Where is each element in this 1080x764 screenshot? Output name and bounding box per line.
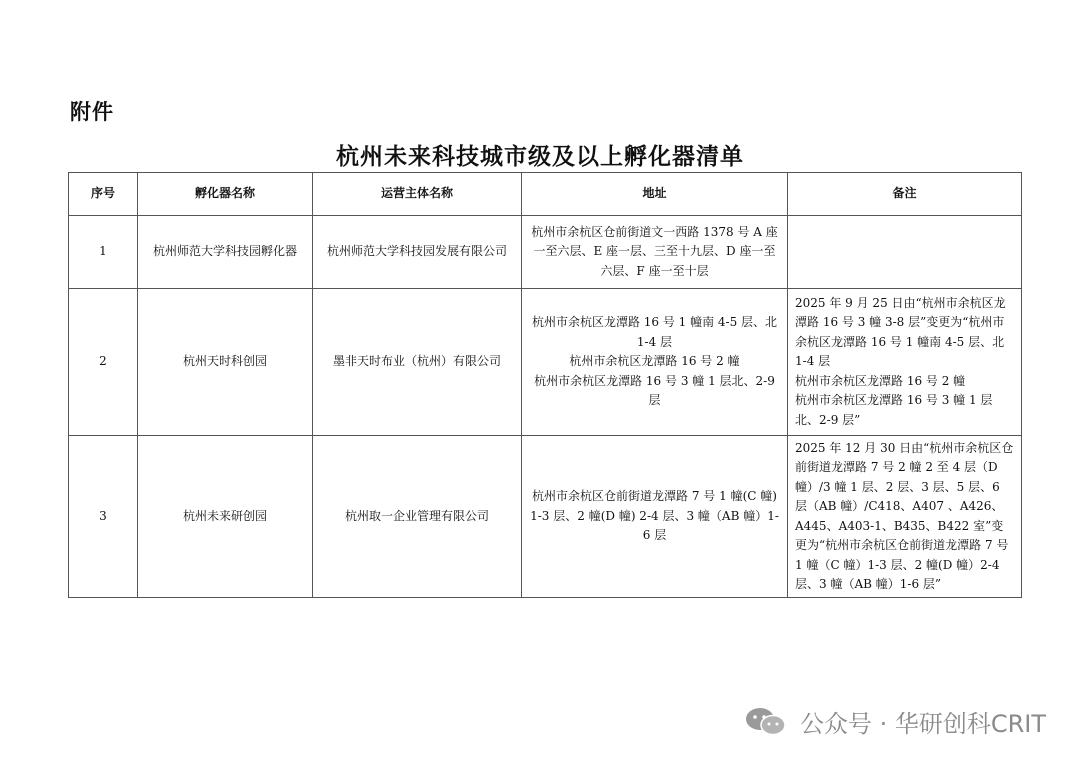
wechat-icon <box>744 707 788 737</box>
cell-incubator-name: 杭州师范大学科技园孵化器 <box>138 216 313 289</box>
header-operator: 运营主体名称 <box>313 173 522 216</box>
attachment-label: 附件 <box>70 100 114 124</box>
cell-incubator-name: 杭州未来研创园 <box>138 436 313 598</box>
header-incubator-name: 孵化器名称 <box>138 173 313 216</box>
cell-index: 1 <box>69 216 138 289</box>
address-line: 杭州市余杭区仓前街道龙潭路 7 号 1 幢(C 幢) 1-3 层、2 幢(D 幢) 2-4 层、3 幢（AB 幢）1-6 层 <box>530 489 779 543</box>
table-row <box>69 216 1022 289</box>
header-note: 备注 <box>788 173 1022 216</box>
cell-note <box>788 216 1022 289</box>
cell-operator: 杭州师范大学科技园发展有限公司 <box>313 216 522 289</box>
cell-index: 2 <box>69 289 138 436</box>
watermark-text: 公众号 · 华研创科CRIT <box>799 710 1046 738</box>
cell-note <box>788 436 1022 598</box>
cell-incubator-name: 杭州天时科创园 <box>138 289 313 436</box>
watermark <box>744 704 1046 739</box>
incubator-table <box>68 172 1022 598</box>
table-row <box>69 436 1022 598</box>
note-line: 杭州市余杭区龙潭路 16 号 2 幢 <box>795 373 966 388</box>
header-index: 序号 <box>69 173 138 216</box>
cell-address <box>522 289 788 436</box>
address-line: 杭州市余杭区龙潭路 16 号 3 幢 1 层北、2-9 层 <box>534 373 775 408</box>
table-row <box>69 289 1022 436</box>
note-line: 2025 年 9 月 25 日由“杭州市余杭区龙潭路 16 号 3 幢 3-8 层”变更为“杭州市余杭区龙潭路 16 号 1 幢南 4-5 层、北 1-4 层 <box>795 295 1006 369</box>
address-line: 杭州市余杭区龙潭路 16 号 1 幢南 4-5 层、北 1-4 层 <box>531 315 778 349</box>
cell-operator: 杭州取一企业管理有限公司 <box>313 436 522 598</box>
cell-operator: 墨非天时布业（杭州）有限公司 <box>313 289 522 436</box>
table-header-row <box>69 173 1022 216</box>
cell-address <box>522 436 788 598</box>
cell-index: 3 <box>69 436 138 598</box>
note-line: 2025 年 12 月 30 日由“杭州市余杭区仓前街道龙潭路 7 号 2 幢 2 至 4 层（D 幢）/3 幢 1 层、2 层、3 层、5 层、6 层（AB 幢）/C418、A407 、A426、A445、A403-1、B435、B422 室”变更为“杭州市余杭区仓前街道龙潭路 7 号 1 幢（C 幢）1-3 层、2 幢(D 幢）2-4 层、3 幢（AB 幢）1-6 层” <box>795 440 1014 591</box>
cell-note <box>788 289 1022 436</box>
header-address: 地址 <box>522 173 788 216</box>
address-line: 杭州市余杭区龙潭路 16 号 2 幢 <box>569 354 740 369</box>
cell-address <box>522 216 788 289</box>
address-line: 杭州市余杭区仓前街道文一西路 1378 号 A 座一至六层、E 座一层、三至十九层、D 座一至六层、F 座一至十层 <box>531 224 778 278</box>
page-title: 杭州未来科技城市级及以上孵化器清单 <box>336 143 744 170</box>
note-line: 杭州市余杭区龙潭路 16 号 3 幢 1 层北、2-9 层” <box>795 393 993 427</box>
